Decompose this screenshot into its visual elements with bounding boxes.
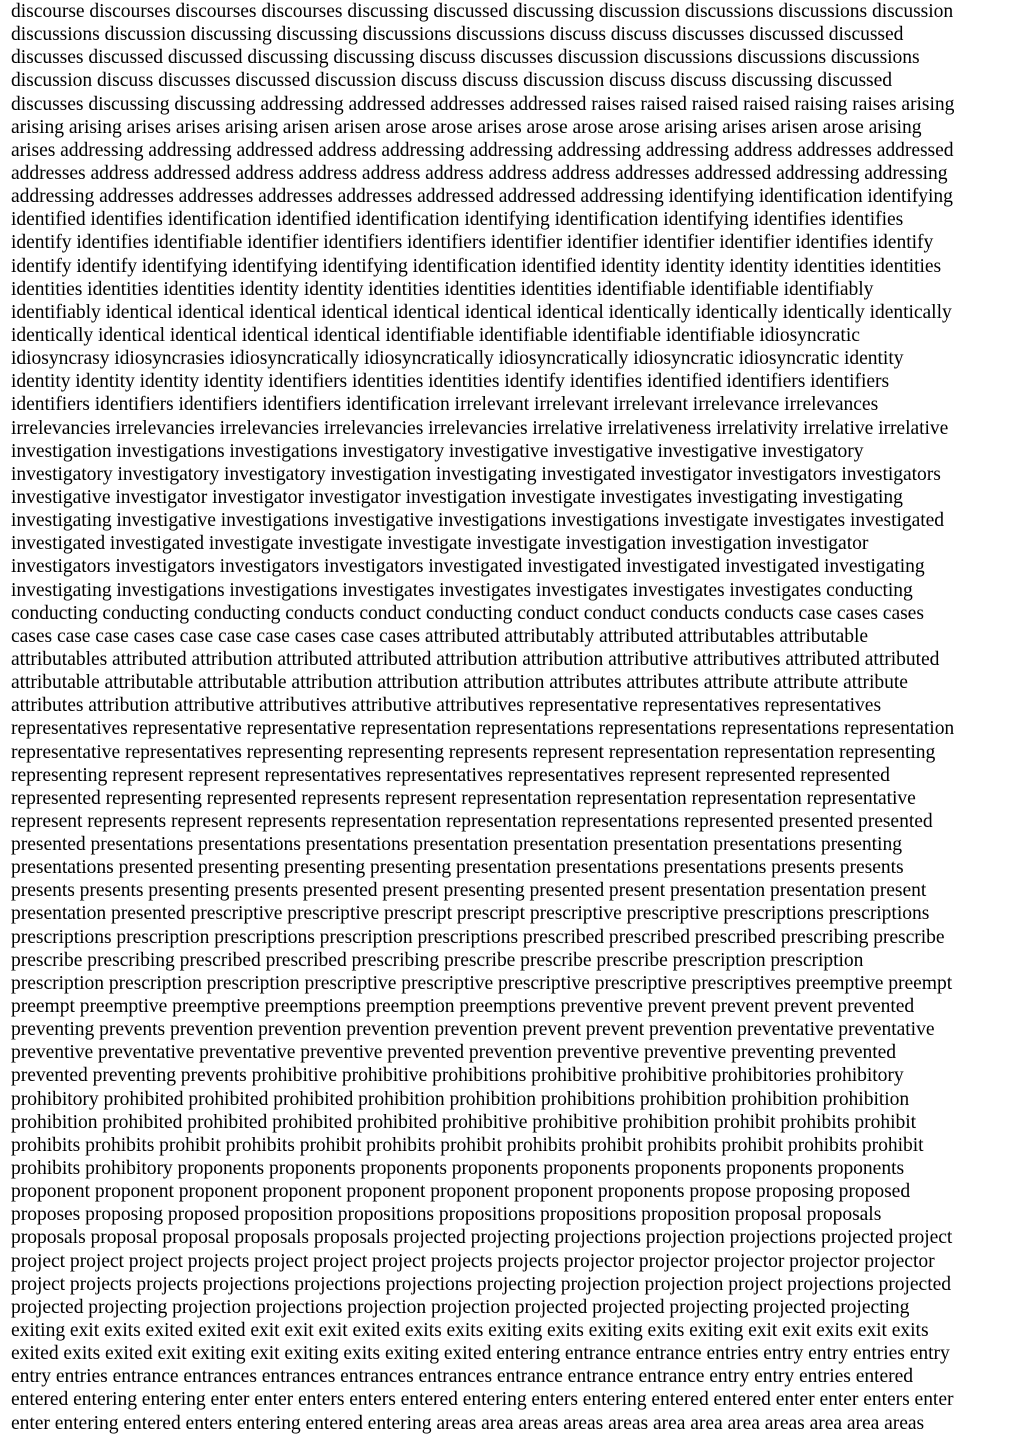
text-line-35: represented representing represented represents represent representation representation representation representative [11,787,916,809]
text-line-37: presented presentations presentations presentations presentation presentation presentation presentations presenting [11,834,902,856]
text-line-7: arises addressing addressing addressed address addressing addressing addressing addressing address addresses addressed [11,139,954,161]
text-line-39: presents presents presenting presents presented present presenting presented present presentation presentation present [11,880,927,902]
text-line-4: discussion discuss discusses discussed discussion discuss discuss discussion discuss discuss discussing discussed [11,70,893,92]
text-line-54: proposals proposal proposal proposals proposals projected projecting projections projection projections projected project [11,1227,953,1249]
text-line-41: prescriptions prescription prescriptions prescription prescriptions prescribed prescribed prescribed prescribing prescribe [11,926,945,948]
text-line-44: preempt preemptive preemptive preemptions preemption preemptions preventive prevent prevent prevent prevented [11,996,915,1018]
text-line-40: presentation presented prescriptive prescriptive prescript prescript prescriptive prescriptive prescriptions prescriptions [11,903,930,925]
text-line-56: project projects projects projections projections projections projecting projection projection project projections projected [11,1273,951,1295]
text-line-46: preventive preventative preventative preventive prevented prevention preventive preventive preventing prevented [11,1042,897,1064]
text-line-60: entry entries entrance entrances entrances entrances entrances entrance entrance entrance entry entry entries entered [11,1366,914,1388]
text-line-55: project project project projects project project project projects projects projector projector projector projector projector [11,1250,935,1272]
text-line-32: representatives representative representative representation representations representations representations representation [11,718,955,740]
text-line-52: proponent proponent proponent proponent proponent proponent proponent proponents propose proposing proposed [11,1181,911,1203]
text-line-45: preventing prevents prevention prevention prevention prevention prevent prevent prevention preventative preventative [11,1019,935,1041]
text-line-17: identity identity identity identity identifiers identities identities identify identifies identified identifiers identifiers [11,371,890,393]
text-line-36: represent represents represent represents representation representation representations represented presented presented [11,810,933,832]
text-line-16: idiosyncrasy idiosyncrasies idiosyncratically idiosyncratically idiosyncratically idiosyncratic idiosyncratic identity [11,348,904,370]
text-line-30: attributable attributable attributable attribution attribution attribution attributes attributes attribute attribute attribute [11,672,908,694]
text-line-57: projected projecting projection projections projection projection projected projected projecting projected projecting [11,1296,910,1318]
text-line-42: prescribe prescribing prescribed prescribed prescribing prescribe prescribe prescribe prescription prescription [11,949,864,971]
text-line-29: attributables attributed attribution attributed attributed attribution attribution attributive attributives attributed attributed [11,648,940,670]
text-line-14: identifiably identical identical identical identical identical identical identical identically identically identically identically [11,301,952,323]
text-line-34: representing represent represent representatives representatives representatives represent represented represented [11,764,890,786]
text-line-21: investigatory investigatory investigatory investigation investigating investigated investigator investigators investigators [11,463,941,485]
text-line-10: identified identifies identification identified identification identifying identification identifying identifies identifies [11,209,904,231]
text-line-27: conducting conducting conducting conducts conduct conducting conduct conduct conducts conducts case cases cases [11,602,924,624]
text-line-13: identities identities identities identity identity identities identities identities identifiable identifiable identifiably [11,278,874,300]
text-line-47: prevented preventing prevents prohibitive prohibitive prohibitions prohibitive prohibitive prohibitories prohibitory [11,1065,904,1087]
text-line-2: discussions discussion discussing discussing discussions discussions discuss discuss discusses discussed discussed [11,24,904,46]
text-line-23: investigating investigative investigations investigative investigations investigations investigate investigates investigated [11,510,945,532]
text-line-15: identically identical identical identical identical identifiable identifiable identifiable identifiable idiosyncratic [11,324,860,346]
text-line-48: prohibitory prohibited prohibited prohibited prohibition prohibition prohibitions prohibition prohibition prohibition [11,1088,910,1110]
text-line-18: identifiers identifiers identifiers identifiers identification irrelevant irrelevant irrelevant irrelevance irrelevances [11,394,879,416]
text-line-19: irrelevancies irrelevancies irrelevancies irrelevancies irrelevancies irrelative irrelativeness irrelativity irrelative irrelative [11,417,949,439]
text-line-31: attributes attribution attributive attributives attributive attributives representative representatives representatives [11,695,882,717]
text-line-8: addresses address addressed address address address address address address addresses addressed addressing addressing [11,162,948,184]
text-line-11: identify identifies identifiable identifier identifiers identifiers identifier identifier identifier identifier identifies identify [11,232,934,254]
text-line-3: discusses discussed discussed discussing discussing discuss discusses discussion discussions discussions discussions [11,47,920,69]
text-line-26: investigating investigations investigations investigates investigates investigates investigates investigates conducting [11,579,913,601]
text-line-5: discusses discussing discussing addressing addressed addresses addressed raises raised raised raised raising raises arising [11,93,955,115]
document-page [11,0,1015,1446]
text-line-62: enter entering entered enters entering entered entering areas area areas areas areas area area area areas area area areas [11,1412,925,1434]
text-line-43: prescription prescription prescription prescriptive prescriptive prescriptive prescriptive prescriptives preemptive preempt [11,972,953,994]
text-line-1: discourse discourses discourses discourses discussing discussed discussing discussion discussions discussions discussion [11,1,954,22]
text-line-28: cases case case cases case case case cases case cases attributed attributably attributed attributables attributable [11,625,869,647]
text-line-22: investigative investigator investigator investigator investigation investigate investigates investigating investigating [11,486,903,508]
text-line-20: investigation investigations investigations investigatory investigative investigative investigative investigatory [11,440,864,462]
text-line-12: identify identify identifying identifying identifying identification identified identity identity identity identities identities [11,255,942,277]
text-line-49: prohibition prohibited prohibited prohibited prohibited prohibitive prohibitive prohibition prohibit prohibits prohibit [11,1111,917,1133]
text-line-9: addressing addresses addresses addresses addresses addressed addressed addressing identifying identification identifying [11,186,953,208]
text-line-33: representative representatives representing representing represents represent representation representation representing [11,741,936,763]
text-line-59: exited exits exited exit exiting exit exiting exits exiting exited entering entrance entrance entries entry entry entries entry [11,1343,950,1365]
text-line-6: arising arising arises arises arising arisen arisen arose arose arises arose arose arose arising arises arisen arose arising [11,116,922,138]
text-line-50: prohibits prohibits prohibit prohibits prohibit prohibits prohibit prohibits prohibit prohibits prohibit prohibits prohibit [11,1134,924,1156]
text-line-24: investigated investigated investigate investigate investigate investigate investigation investigation investigator [11,533,869,555]
text-line-53: proposes proposing proposed proposition propositions propositions propositions proposition proposal proposals [11,1204,882,1226]
text-line-58: exiting exit exits exited exited exit exit exit exited exits exits exiting exits exiting exits exiting exit exit exits exit exits [11,1320,929,1342]
text-line-51: prohibits prohibitory proponents proponents proponents proponents proponents proponents proponents proponents [11,1158,905,1180]
text-line-38: presentations presented presenting presenting presenting presentation presentations presentations presents presents [11,857,904,879]
text-line-61: entered entering entering enter enter enters enters entered entering enters entering entered entered enter enter enters enter [11,1389,954,1411]
text-line-25: investigators investigators investigators investigators investigated investigated investigated investigated investigating [11,556,925,578]
